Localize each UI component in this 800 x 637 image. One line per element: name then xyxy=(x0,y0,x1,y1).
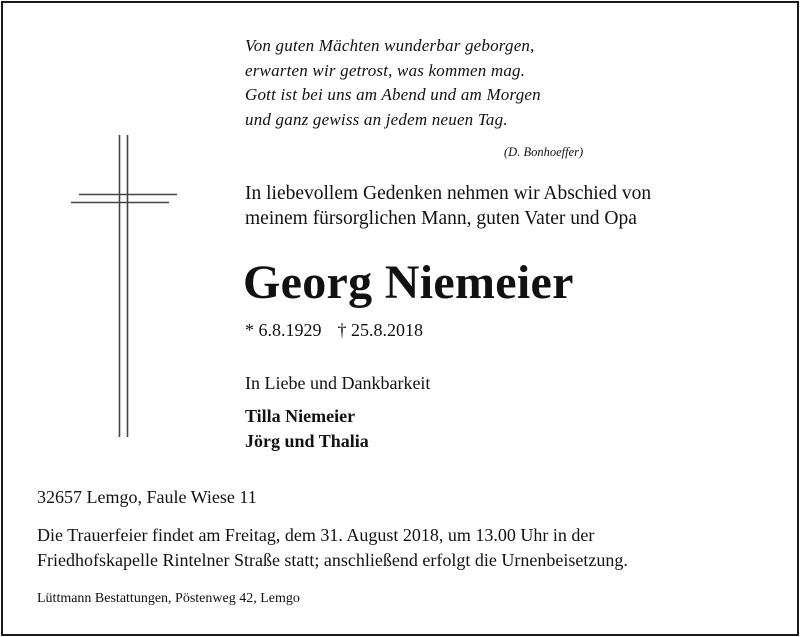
life-dates xyxy=(245,318,423,342)
farewell-intro xyxy=(245,181,651,231)
poem-line: Von guten Mächten wunderbar geborgen, xyxy=(245,36,535,55)
death-date: † 25.8.2018 xyxy=(337,320,423,340)
mourner-name: Jörg und Thalia xyxy=(245,431,369,451)
deceased-name: Georg Niemeier xyxy=(243,256,574,309)
mourners-names xyxy=(245,404,369,454)
intro-line: meinem fürsorglichen Mann, guten Vater und Opa xyxy=(245,208,637,229)
family-address: 32657 Lemgo, Faule Wiese 11 xyxy=(37,487,257,507)
poem-line: Gott ist bei uns am Abend und am Morgen xyxy=(245,85,541,104)
undertaker-info: Lüttmann Bestattungen, Pöstenweg 42, Lemgo xyxy=(37,591,300,606)
mourner-name: Tilla Niemeier xyxy=(245,406,356,426)
intro-line: In liebevollem Gedenken nehmen wir Abschied von xyxy=(245,183,652,204)
mourners-intro: In Liebe und Dankbarkeit xyxy=(245,373,431,393)
poem-attribution: (D. Bonhoeffer) xyxy=(504,145,584,159)
ceremony-info xyxy=(37,523,628,573)
ceremony-line: Friedhofskapelle Rintelner Straße statt; anschließend erfolgt die Urnenbeisetzung. xyxy=(37,550,628,570)
poem-line: und ganz gewiss an jedem neuen Tag. xyxy=(245,109,508,129)
ceremony-line: Die Trauerfeier findet am Freitag, dem 31. August 2018, um 13.00 Uhr in der xyxy=(37,525,595,545)
poem-line: erwarten wir getrost, was kommen mag. xyxy=(245,60,526,80)
poem xyxy=(245,34,541,132)
birth-date: * 6.8.1929 xyxy=(245,320,322,340)
